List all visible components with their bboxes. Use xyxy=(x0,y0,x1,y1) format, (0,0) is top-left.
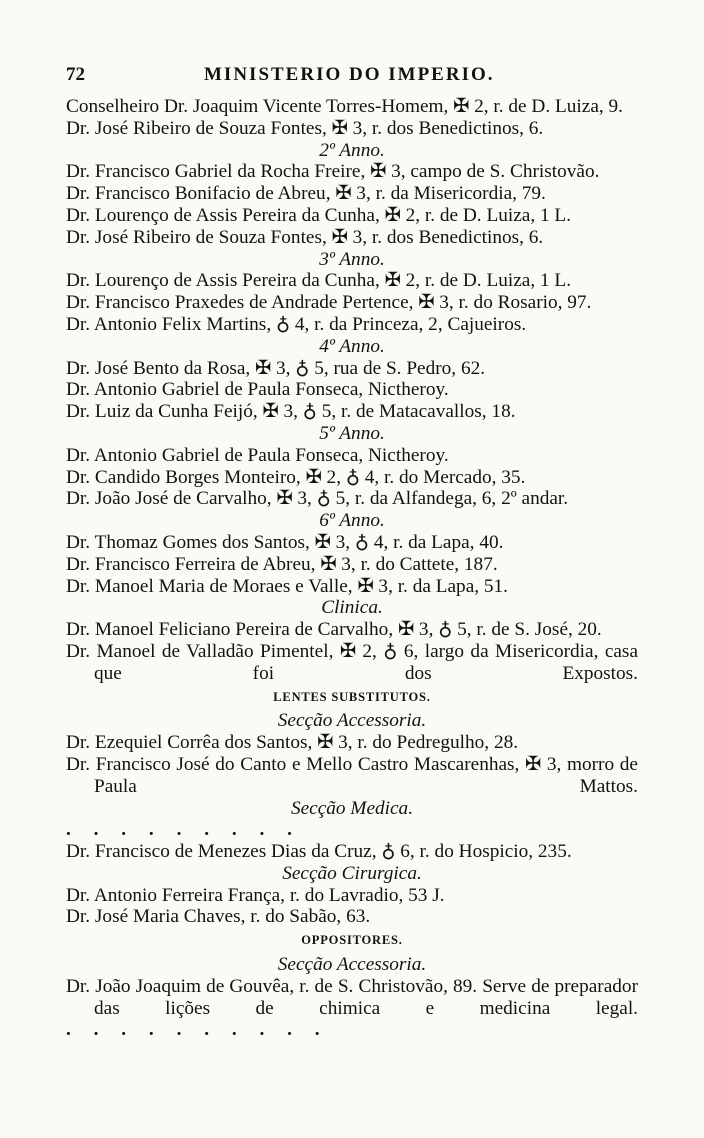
section-heading: 3º Anno. xyxy=(319,248,385,270)
entry: Dr. José Bento da Rosa, ✠ 3, ♁ 5, rua de S. Pedro, 62. xyxy=(66,357,486,379)
entry: Dr. Francisco Ferreira de Abreu, ✠ 3, r. do Cattete, 187. xyxy=(66,553,498,575)
ellipsis-dots: . . . . . . . . . xyxy=(66,819,301,841)
entry: Dr. Thomaz Gomes dos Santos, ✠ 3, ♁ 4, r. da Lapa, 40. xyxy=(66,531,504,553)
ellipsis-dots: . . . . . . . . . . xyxy=(66,1019,329,1041)
section-heading: 4º Anno. xyxy=(319,335,385,357)
entry: Dr. Antonio Ferreira França, r. do Lavradio, 53 J. xyxy=(66,884,445,906)
page-header xyxy=(66,64,636,90)
entry: Dr. Antonio Gabriel de Paula Fonseca, Nictheroy. xyxy=(66,444,449,466)
category-heading: OPPOSITORES. xyxy=(301,933,403,948)
directory-listing xyxy=(66,96,638,1041)
entry: Dr. Francisco José do Canto e Mello Castro Mascarenhas, ✠ 3, morro de Paula Mattos. xyxy=(66,753,638,797)
entry: Dr. Antonio Felix Martins, ♁ 4, r. da Princeza, 2, Cajueiros. xyxy=(66,313,527,335)
section-heading: Secção Accessoria. xyxy=(277,710,427,732)
entry: Dr. João José de Carvalho, ✠ 3, ♁ 5, r. da Alfandega, 6, 2º andar. xyxy=(66,488,569,510)
entry: Dr. Lourenço de Assis Pereira da Cunha, ✠ 2, r. de D. Luiza, 1 L. xyxy=(66,270,572,292)
section-heading: Secção Cirurgica. xyxy=(282,862,422,884)
section-heading: Secção Medica. xyxy=(290,797,414,819)
entry: Dr. João Joaquim de Gouvêa, r. de S. Christovão, 89. Serve de preparador das lições de chimica e medicina legal. xyxy=(66,975,638,1019)
entry: Dr. Lourenço de Assis Pereira da Cunha, ✠ 2, r. de D. Luiza, 1 L. xyxy=(66,204,572,226)
entry: Dr. Manoel de Valladão Pimentel, ✠ 2, ♁ 6, largo da Misericordia, casa que foi dos Expostos. xyxy=(66,640,638,684)
running-head: MINISTERIO DO IMPERIO. xyxy=(204,64,495,85)
entry: Dr. Manoel Feliciano Pereira de Carvalho, ✠ 3, ♁ 5, r. de S. José, 20. xyxy=(66,619,602,641)
entry: Dr. Ezequiel Corrêa dos Santos, ✠ 3, r. do Pedregulho, 28. xyxy=(66,732,519,754)
entry: Dr. Francisco Bonifacio de Abreu, ✠ 3, r. da Misericordia, 79. xyxy=(66,183,546,205)
section-heading: 2º Anno. xyxy=(319,139,385,161)
entry: Dr. Luiz da Cunha Feijó, ✠ 3, ♁ 5, r. de Matacavallos, 18. xyxy=(66,401,516,423)
entry: Conselheiro Dr. Joaquim Vicente Torres-Homem, ✠ 2, r. de D. Luiza, 9. xyxy=(66,96,623,117)
section-heading: Secção Accessoria. xyxy=(277,954,427,976)
entry: Dr. Francisco Gabriel da Rocha Freire, ✠ 3, campo de S. Christovão. xyxy=(66,161,600,183)
entry: Dr. José Ribeiro de Souza Fontes, ✠ 3, r. dos Benedictinos, 6. xyxy=(66,117,544,139)
section-heading: 5º Anno. xyxy=(319,422,385,444)
section-heading: Clinica. xyxy=(321,597,383,619)
entry: Dr. Francisco de Menezes Dias da Cruz, ♁ 6, r. do Hospicio, 235. xyxy=(66,841,572,863)
page-number: 72 xyxy=(66,64,85,85)
entry: Dr. José Ribeiro de Souza Fontes, ✠ 3, r. dos Benedictinos, 6. xyxy=(66,226,544,248)
entry: Dr. Candido Borges Monteiro, ✠ 2, ♁ 4, r. do Mercado, 35. xyxy=(66,466,526,488)
entry: Dr. Manoel Maria de Moraes e Valle, ✠ 3, r. da Lapa, 51. xyxy=(66,575,508,597)
category-heading: LENTES SUBSTITUTOS. xyxy=(273,689,431,704)
entry: Dr. Francisco Praxedes de Andrade Pertence, ✠ 3, r. do Rosario, 97. xyxy=(66,292,592,314)
entry: Dr. José Maria Chaves, r. do Sabão, 63. xyxy=(66,906,371,928)
section-heading: 6º Anno. xyxy=(319,510,385,532)
entry: Dr. Antonio Gabriel de Paula Fonseca, Nictheroy. xyxy=(66,379,449,401)
